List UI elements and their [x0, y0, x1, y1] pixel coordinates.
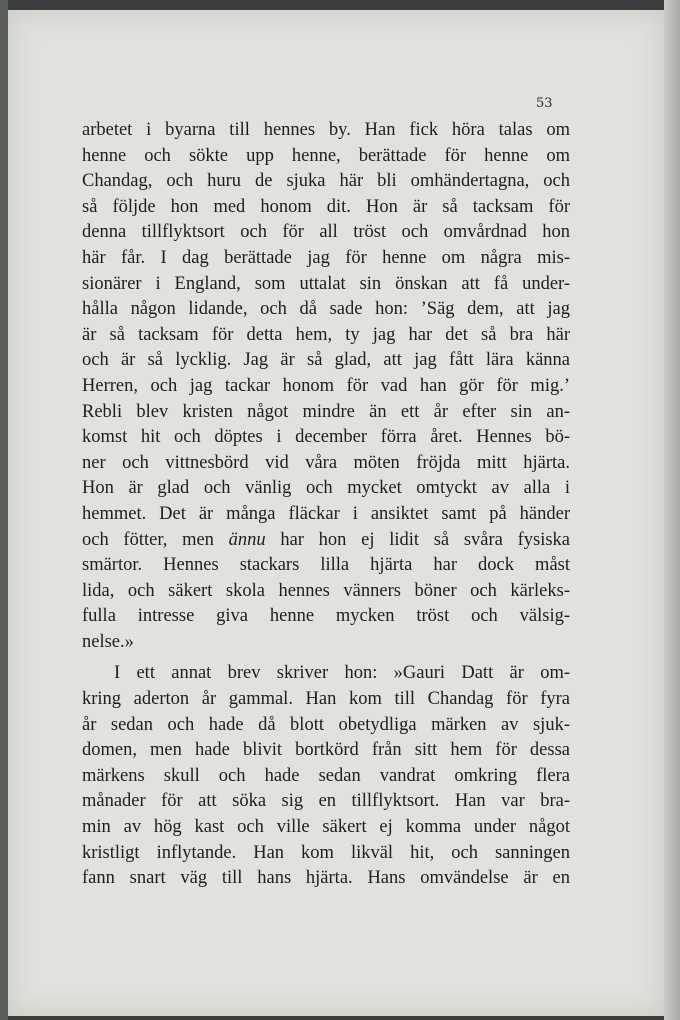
- text-line: här får. I dag berättade jag för henne om några mis-: [82, 247, 570, 268]
- text-line: komst hit och döptes i december förra året. Hennes bö-: [82, 427, 570, 448]
- text-line: I ett annat brev skriver hon: »Gauri Datt är om-: [114, 663, 570, 684]
- body-text: [82, 118, 570, 892]
- text-segment: har hon ej lidit så svåra fysiska: [265, 529, 570, 550]
- text-line: märkens skull och hade sedan vandrat omkring flera: [82, 765, 570, 786]
- text-line: smärtor. Hennes stackars lilla hjärta har dock måst: [82, 555, 570, 576]
- text-line: kristligt inflytande. Han kom likväl hit, och sanningen: [82, 842, 570, 863]
- text-line: lida, och säkert skola hennes vänners böner och kärleks-: [82, 580, 570, 601]
- book-edge-left: [0, 0, 8, 1020]
- text-line: Hon är glad och vänlig och mycket omtyckt av alla i: [82, 478, 570, 499]
- text-line: hålla någon lidande, och då sade hon: ’Säg dem, att jag: [82, 299, 570, 320]
- text-line: är så tacksam för detta hem, ty jag har det så bra här: [82, 324, 570, 345]
- text-line: månader för att söka sig en tillflyktsort. Han var bra-: [82, 791, 570, 812]
- text-line: arbetet i byarna till hennes by. Han fick höra talas om: [82, 120, 570, 140]
- text-line: Chandag, och huru de sjuka här bli omhändertagna, och: [82, 171, 570, 192]
- book-edge-right: [664, 0, 680, 1020]
- text-line: min av hög kast och ville säkert ej komma under något: [82, 817, 570, 838]
- text-line: sionärer i England, som uttalat sin önskan att få under-: [82, 273, 570, 294]
- text-line: fann snart väg till hans hjärta. Hans omvändelse är en: [82, 868, 570, 889]
- text-line: så följde hon med honom dit. Hon är så tacksam för: [82, 196, 570, 217]
- text-line: år sedan och hade då blott obetydliga märken av sjuk-: [82, 714, 570, 735]
- text-line: Rebli blev kristen något mindre än ett år efter sin an-: [82, 401, 570, 422]
- text-line: denna tillflyktsort och för all tröst och omvårdnad hon: [82, 222, 570, 243]
- text-line: henne och sökte upp henne, berättade för henne om: [82, 145, 570, 166]
- text-line: och är så lycklig. Jag är så glad, att jag fått lära känna: [82, 350, 570, 371]
- text-line: domen, men hade blivit bortkörd från sitt hem för dessa: [82, 740, 570, 761]
- text-line: hemmet. Det är många fläckar i ansiktet samt på händer: [82, 503, 570, 524]
- emphasized-word: ännu: [228, 529, 266, 550]
- text-line: ner och vittnesbörd vid våra möten fröjda mitt hjärta.: [82, 452, 570, 473]
- text-line: kring aderton år gammal. Han kom till Chandag för fyra: [82, 689, 570, 710]
- text-line: nelse.»: [82, 631, 134, 652]
- page-number: 53: [536, 96, 553, 111]
- book-page: [8, 10, 664, 1016]
- text-line: Herren, och jag tackar honom för vad han gör för mig.’: [82, 375, 570, 396]
- text-line: fulla intresse giva henne mycken tröst och välsig-: [82, 606, 570, 627]
- text-line: [82, 528, 570, 554]
- text-segment: och fötter, men: [82, 529, 229, 550]
